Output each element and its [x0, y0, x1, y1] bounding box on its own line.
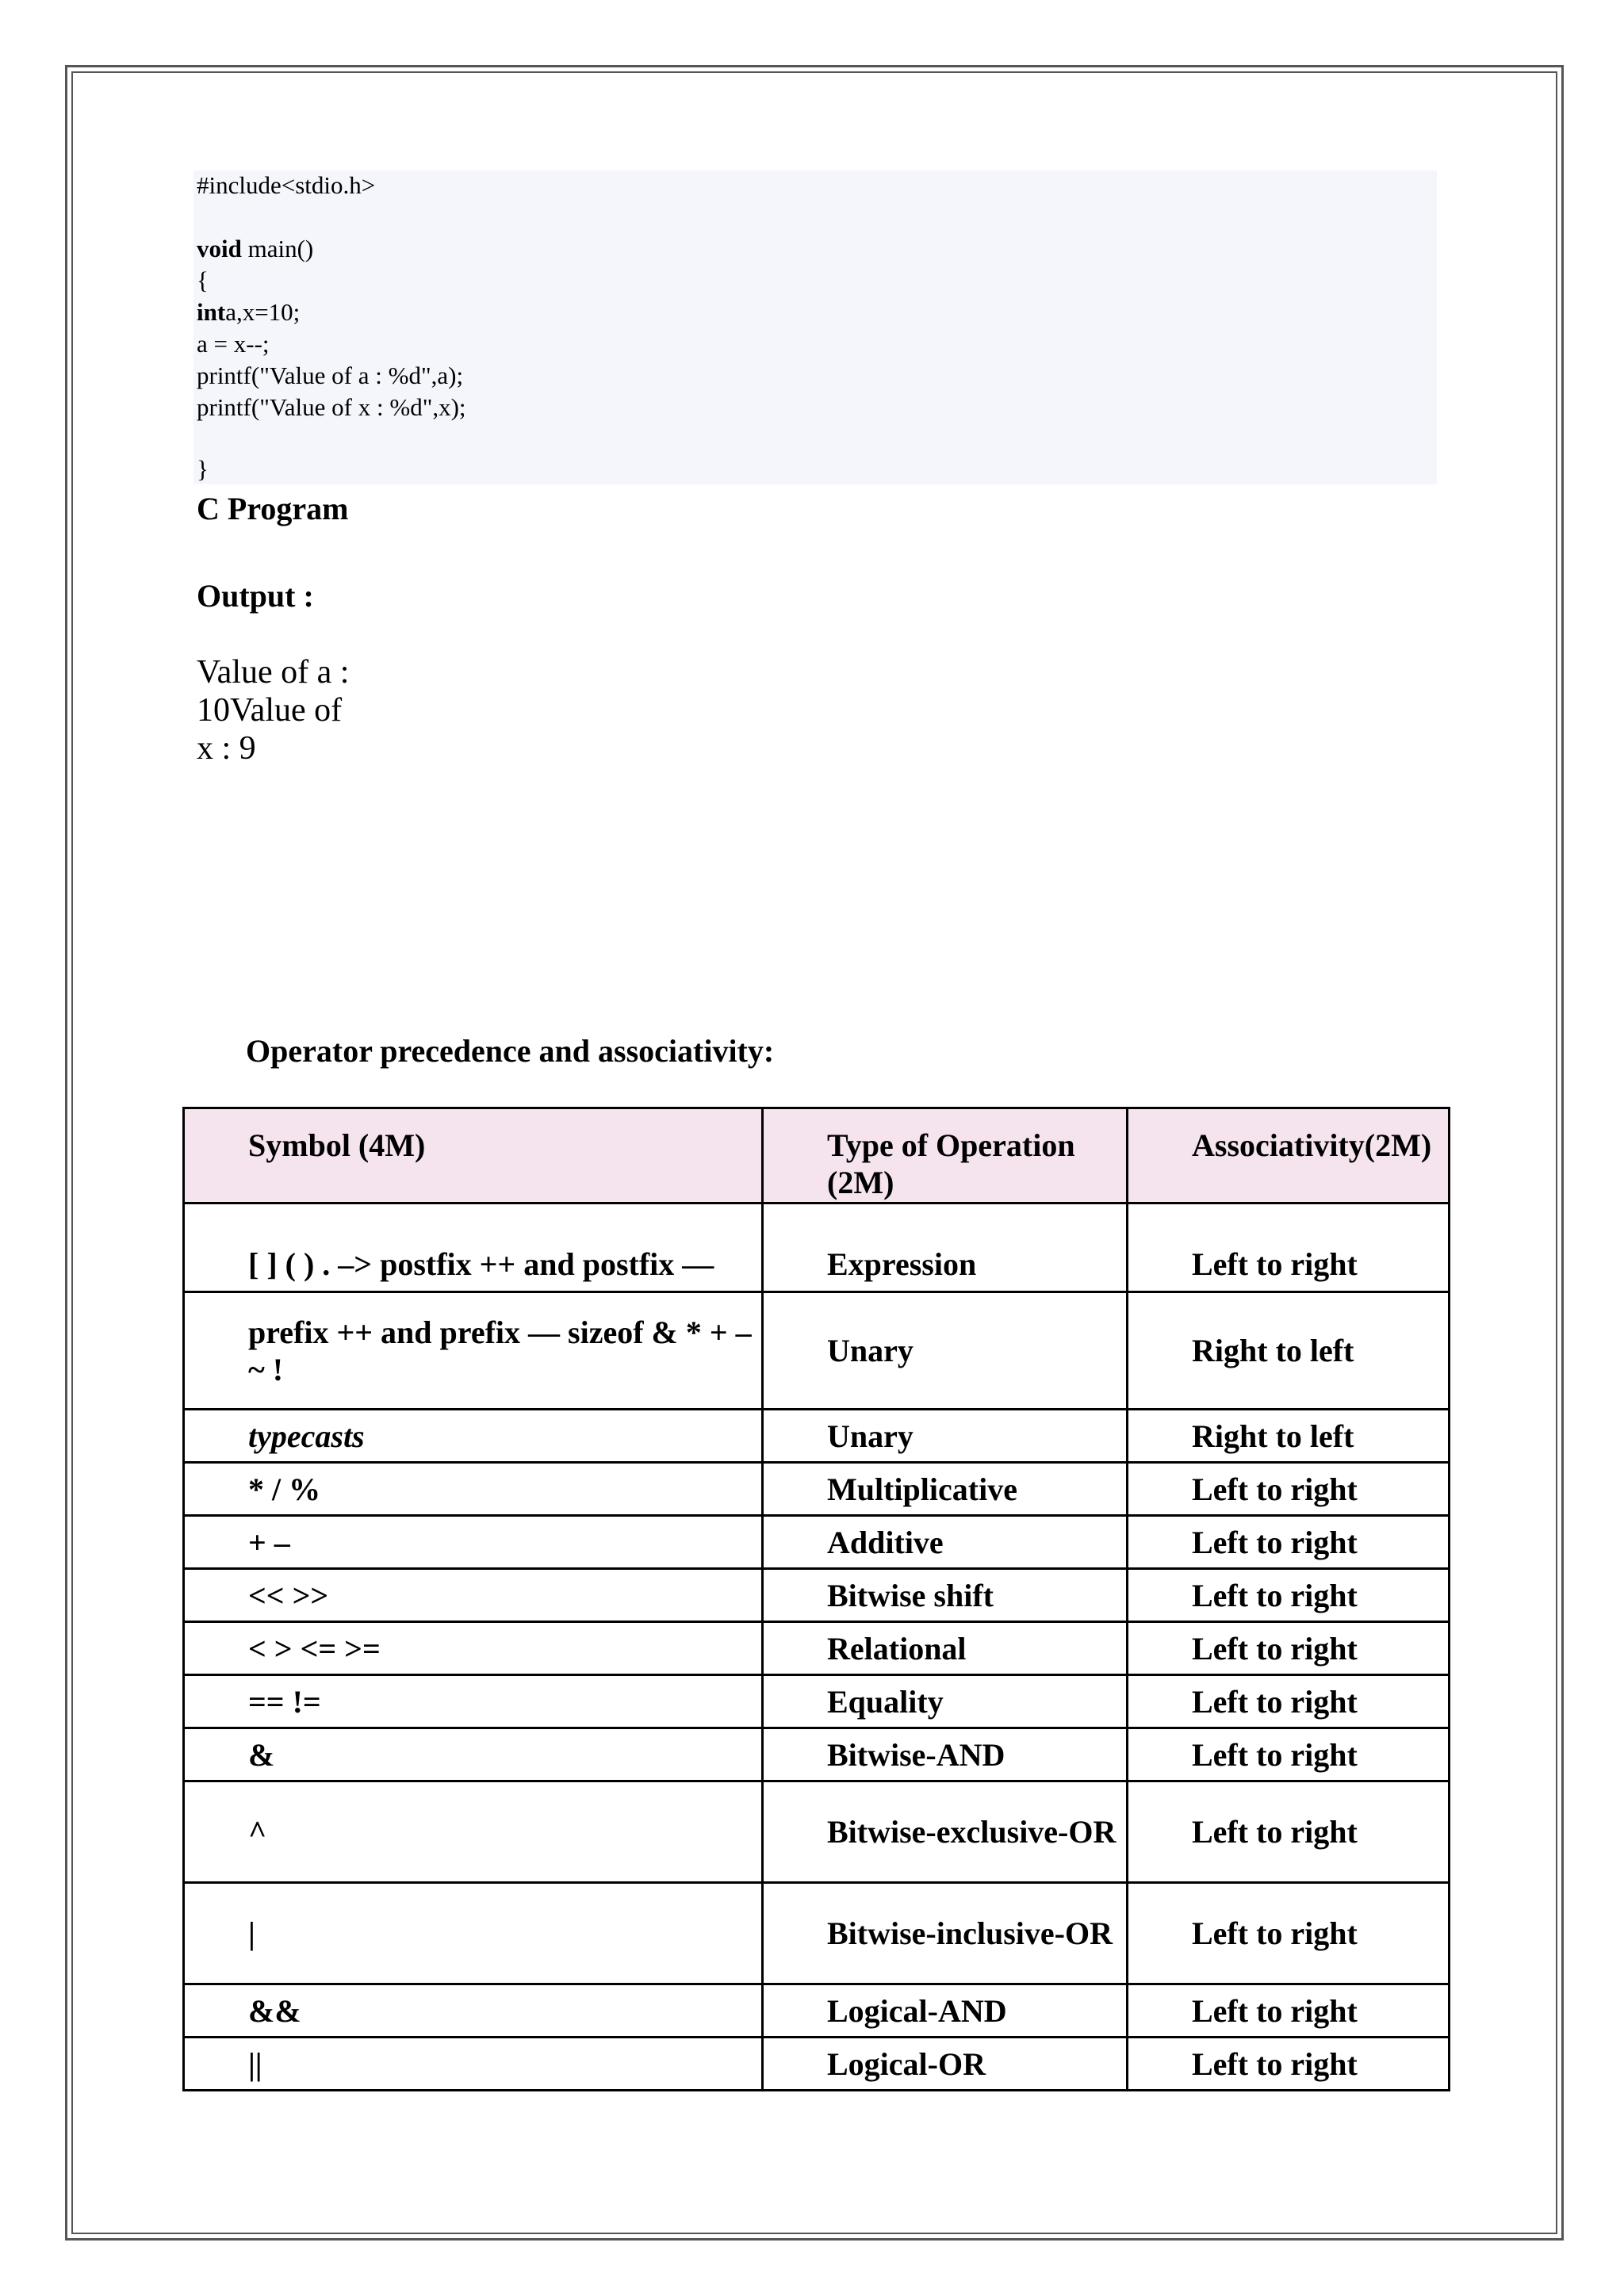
table-row	[184, 1781, 1450, 1883]
cell-type: Equality	[763, 1675, 1128, 1728]
cell-symbol: |	[184, 1883, 763, 1984]
cell-type: Additive	[763, 1516, 1128, 1569]
cell-associativity: Left to right	[1128, 1463, 1450, 1516]
header-symbol: Symbol (4M)	[184, 1108, 763, 1203]
cell-symbol: < > <= >=	[184, 1622, 763, 1675]
cell-symbol: &&	[184, 1984, 763, 2038]
table-row	[184, 1728, 1450, 1781]
table-row	[184, 1569, 1450, 1622]
code-line: {	[197, 266, 209, 294]
table-row	[184, 1675, 1450, 1728]
cell-type: Relational	[763, 1622, 1128, 1675]
code-line: void main()	[197, 235, 314, 262]
cell-associativity: Left to right	[1128, 1203, 1450, 1292]
table-caption: Operator precedence and associativity:	[246, 1033, 775, 1069]
cell-associativity: Left to right	[1128, 1883, 1450, 1984]
cell-type: Logical-OR	[763, 2038, 1128, 2091]
cell-associativity: Left to right	[1128, 1781, 1450, 1883]
cell-symbol: ||	[184, 2038, 763, 2091]
cell-associativity: Right to left	[1128, 1410, 1450, 1463]
cell-type: Bitwise-AND	[763, 1728, 1128, 1781]
cell-type: Expression	[763, 1203, 1128, 1292]
cell-symbol: prefix ++ and prefix — sizeof & * + – ~ !	[184, 1292, 763, 1410]
cell-type: Bitwise-inclusive-OR	[763, 1883, 1128, 1984]
cell-symbol: << >>	[184, 1569, 763, 1622]
table-row	[184, 1622, 1450, 1675]
cell-associativity: Left to right	[1128, 1622, 1450, 1675]
table-header-row	[184, 1108, 1450, 1203]
table-row	[184, 1516, 1450, 1569]
output-line: 10Value of	[197, 692, 343, 729]
cell-type: Multiplicative	[763, 1463, 1128, 1516]
table-row	[184, 1883, 1450, 1984]
cell-symbol: &	[184, 1728, 763, 1781]
cell-type: Unary	[763, 1410, 1128, 1463]
cell-type: Logical-AND	[763, 1984, 1128, 2038]
table-row	[184, 1410, 1450, 1463]
code-line: printf("Value of x : %d",x);	[197, 393, 466, 421]
cell-associativity: Left to right	[1128, 1516, 1450, 1569]
cell-associativity: Left to right	[1128, 1569, 1450, 1622]
code-line: }	[197, 455, 209, 483]
cell-type: Unary	[763, 1292, 1128, 1410]
output-line: x : 9	[197, 730, 256, 767]
table-row	[184, 1292, 1450, 1410]
cell-associativity: Left to right	[1128, 2038, 1450, 2091]
header-type: Type of Operation (2M)	[763, 1108, 1128, 1203]
table-row	[184, 1984, 1450, 2038]
precedence-table	[182, 1107, 1450, 2091]
cell-symbol: * / %	[184, 1463, 763, 1516]
cell-type: Bitwise-exclusive-OR	[763, 1781, 1128, 1883]
table-row	[184, 1463, 1450, 1516]
program-title: C Program	[197, 491, 349, 526]
cell-associativity: Left to right	[1128, 1984, 1450, 2038]
header-associativity: Associativity(2M)	[1128, 1108, 1450, 1203]
code-line: inta,x=10;	[197, 298, 301, 326]
cell-symbol: ^	[184, 1781, 763, 1883]
code-line: printf("Value of a : %d",a);	[197, 362, 464, 389]
cell-associativity: Left to right	[1128, 1675, 1450, 1728]
cell-type: Bitwise shift	[763, 1569, 1128, 1622]
code-block	[193, 170, 1437, 484]
cell-associativity: Left to right	[1128, 1728, 1450, 1781]
table-row	[184, 2038, 1450, 2091]
output-title: Output :	[197, 578, 314, 614]
code-line: a = x--;	[197, 330, 270, 358]
output-line: Value of a :	[197, 654, 350, 691]
cell-symbol: typecasts	[184, 1410, 763, 1463]
cell-symbol: [ ] ( ) . –> postfix ++ and postfix —	[184, 1203, 763, 1292]
cell-symbol: == !=	[184, 1675, 763, 1728]
table-row	[184, 1203, 1450, 1292]
code-line: #include<stdio.h>	[197, 171, 376, 199]
cell-associativity: Right to left	[1128, 1292, 1450, 1410]
cell-symbol: + –	[184, 1516, 763, 1569]
